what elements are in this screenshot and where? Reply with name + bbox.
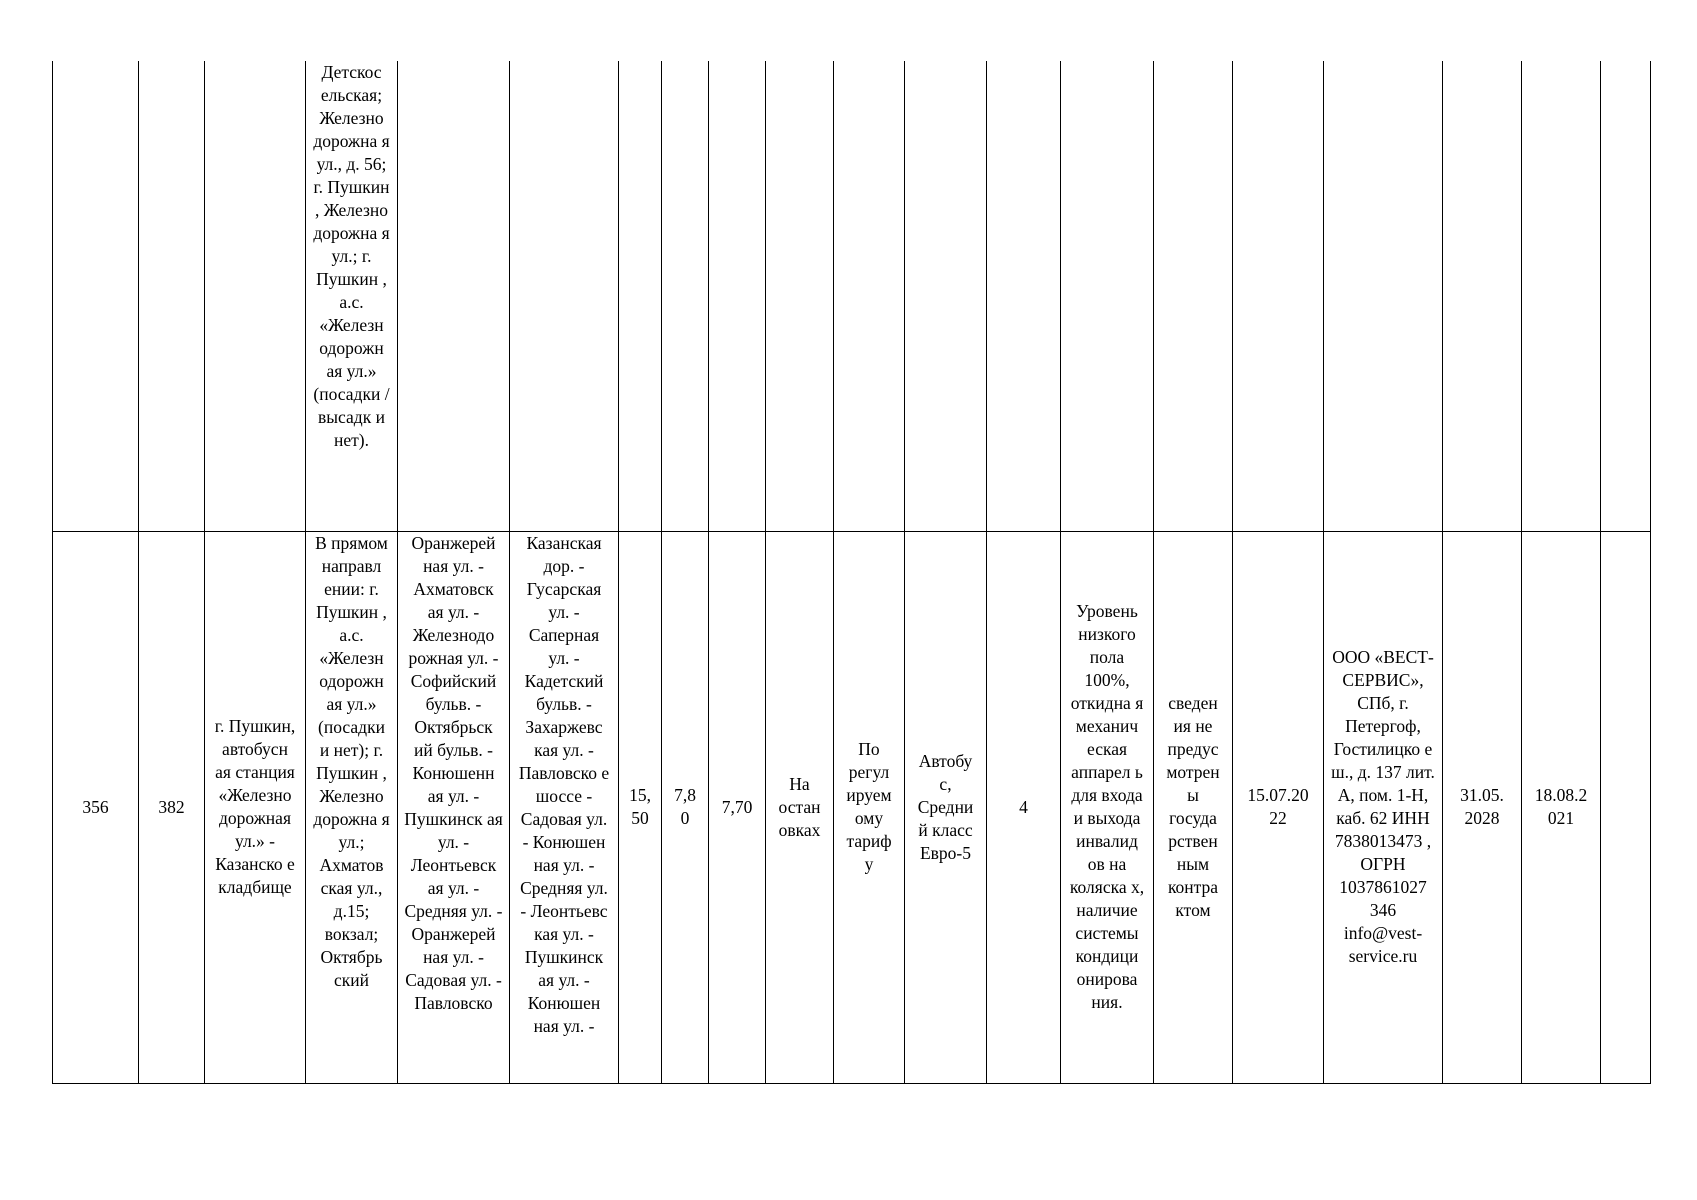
route-number-cell: 382 xyxy=(139,531,205,1083)
stop-order-cell: На остан овках xyxy=(766,531,834,1083)
streets-back-cell: Казанская дор. - Гусарская ул. - Саперная ул. - Кадетский бульв. - Захаржевс кая ул. - Павловско е шоссе - Садовая ул. - Конюшен ная ул. - Средняя ул. - Леонтьевс кая ул. - Пушкинск ая ул. - Конюшен ная ул. - xyxy=(510,531,619,1083)
tariff-cell: По регул ируем ому тариф у xyxy=(834,531,905,1083)
extra-cell xyxy=(1601,531,1651,1083)
table-row xyxy=(53,531,1651,1083)
reg-date-cell: 18.08.2 021 xyxy=(1522,531,1601,1083)
start-date-cell: 15.07.20 22 xyxy=(1233,531,1324,1083)
end-date-cell: 31.05. 2028 xyxy=(1443,531,1522,1083)
length-other-cell: 7,70 xyxy=(709,531,766,1083)
vehicle-cell: Автобу с, Средни й класс Евро-5 xyxy=(905,531,987,1083)
carrier-cell: ООО «ВЕСТ-СЕРВИС», СПб, г. Петергоф, Гостилицко е ш., д. 137 лит. А, пом. 1-Н, каб. 62 ИНН 7838013473 , ОГРН 1037861027 346 info@vest-service.ru xyxy=(1324,531,1443,1083)
vehicle-count-cell: 4 xyxy=(987,531,1061,1083)
stops-cell-continued: Детскос ельская; Железно дорожна я ул., д. 56; г. Пушкин , Железно дорожна я ул.; г. Пушкин , а.с. «Железн одорожн ая ул.» (посадки /высадк и нет). xyxy=(306,61,398,531)
reg-number-cell: 356 xyxy=(53,531,139,1083)
stops-cell: В прямом направл ении: г. Пушкин , а.с. «Железн одорожн ая ул.» (посадки и нет); г. Пушкин , Железно дорожна я ул.; Ахматов ская ул., д.15; вокзал; Октябрь ский xyxy=(306,531,398,1083)
characteristics-cell: Уровень низкого пола 100%, откидна я механич еская аппарел ь для входа и выхода инвалид ов на коляска х, наличие системы кондици онирова ния. xyxy=(1061,531,1154,1083)
route-name-cell: г. Пушкин, автобусн ая станция «Железно дорожная ул.» - Казанско е кладбище xyxy=(205,531,306,1083)
length-back-cell: 7,8 0 xyxy=(662,531,709,1083)
streets-forward-cell: Оранжерей ная ул. - Ахматовск ая ул. - Железнодо рожная ул. - Софийский бульв. - Октябрьск ий бульв. - Конюшенн ая ул. - Пушкинск ая ул. - Леонтьевск ая ул. - Средняя ул. - Оранжерей ная ул. - Садовая ул. - Павловско xyxy=(398,531,510,1083)
contract-cell: сведен ия не предус мотрен ы госуда рствен ным контра ктом xyxy=(1154,531,1233,1083)
table-row-continued xyxy=(53,61,1651,531)
route-register-table xyxy=(52,61,1651,1084)
length-forward-cell: 15, 50 xyxy=(619,531,662,1083)
